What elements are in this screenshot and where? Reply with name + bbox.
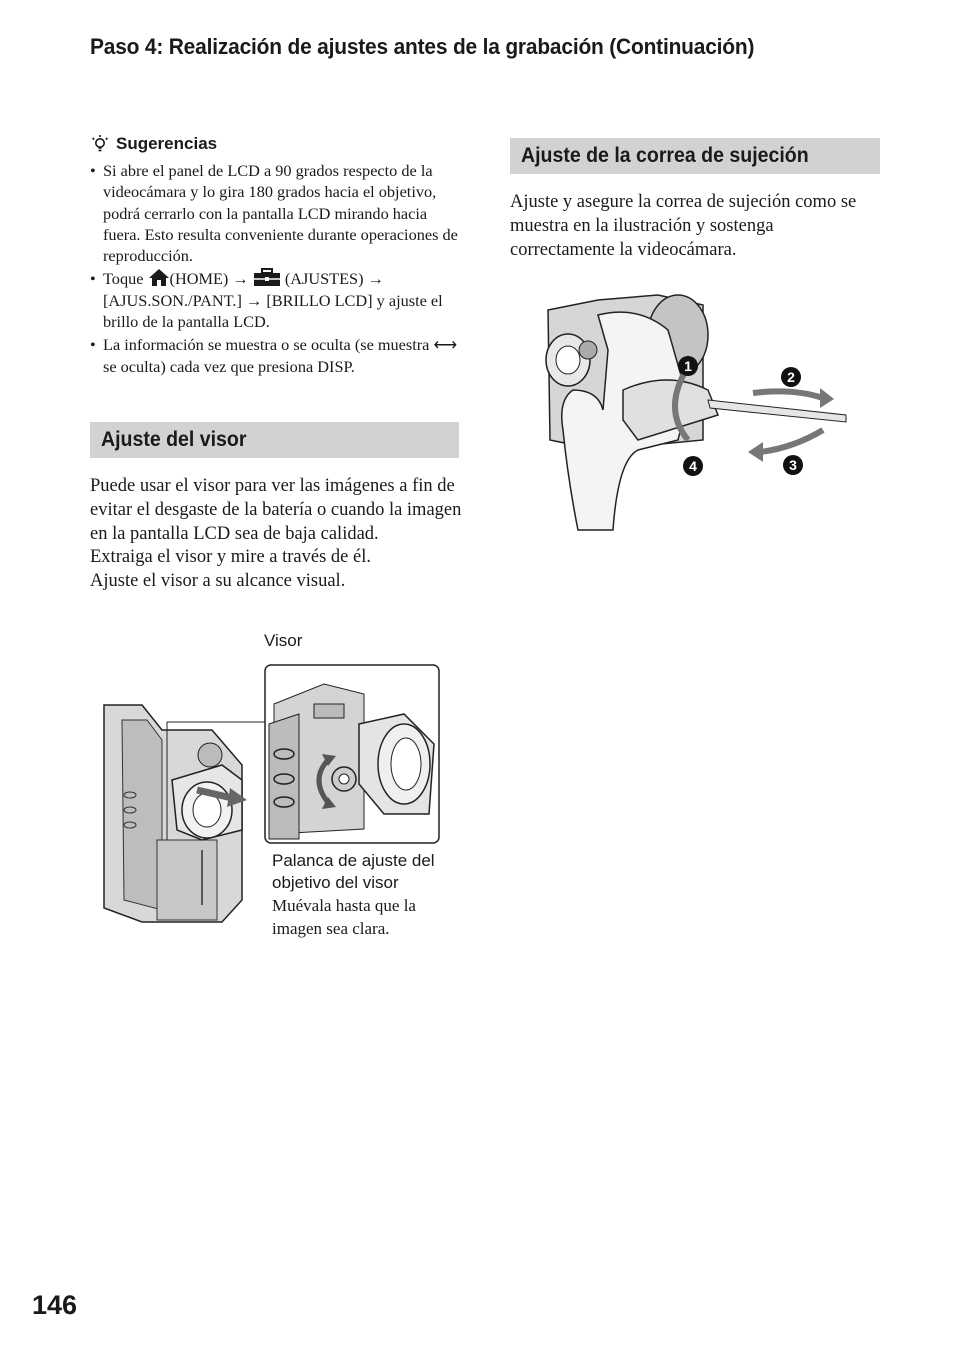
toolbox-icon (253, 268, 281, 287)
viewfinder-detail-illustration (264, 664, 440, 844)
page-title: Paso 4: Realización de ajustes antes de la grabación (Continuación) (90, 34, 755, 59)
lightbulb-icon (90, 134, 110, 154)
arrow-right-icon: → (245, 290, 263, 310)
label-lever-note: Muévala hasta que la imagen sea clara. (272, 896, 416, 938)
section-heading-visor: Ajuste del visor (90, 422, 459, 458)
home-icon (148, 268, 170, 287)
strap-paragraph: Ajuste y asegure la correa de sujeción como se muestra en la ilustración y sostenga correctamente la videocámara. (510, 192, 857, 260)
tip-item: • La información se muestra o se oculta (se muestra ⟷ se oculta) cada vez que presiona DISP. (90, 334, 462, 377)
tips-heading (90, 133, 217, 155)
step-marker-1: 1 (684, 358, 692, 374)
double-arrow-icon: ⟷ (433, 335, 457, 355)
visor-paragraph: Puede usar el visor para ver las imágenes a fin de evitar el desgaste de la batería o cuando la imagen en la pantalla LCD sea de baja calidad. Extraiga el visor y mire a través de él. Ajuste el visor a su alcance visual. (90, 476, 462, 592)
label-visor: Visor (264, 631, 303, 650)
section-heading-strap: Ajuste de la correa de sujeción (510, 138, 880, 174)
tip-item: • Si abre el panel de LCD a 90 grados respecto de la videocámara y lo gira 180 grados hacia el objetivo, podrá cerrarlo con la pantalla LCD mirando hacia fuera. Esto resulta conveniente durante operaciones de reproducción. (90, 160, 462, 266)
tips-list (90, 160, 462, 379)
arrow-right-icon: → (232, 269, 249, 289)
tips-heading-label: Sugerencias (116, 134, 218, 153)
label-lever: Palanca de ajuste del objetivo del visor (272, 851, 435, 892)
page-number: 146 (32, 1290, 78, 1320)
arrow-right-icon: → (367, 269, 384, 289)
step-marker-2: 2 (787, 369, 795, 385)
step-marker-3: 3 (789, 457, 797, 473)
tip-item: • Toque (HOME) → (AJUSTES) → [AJUS.SON./PANT.] → [BRILLO LCD] y ajuste el brillo de la pantalla LCD. (90, 268, 462, 332)
grip-strap-illustration (538, 290, 848, 530)
step-marker-4: 4 (689, 458, 697, 474)
